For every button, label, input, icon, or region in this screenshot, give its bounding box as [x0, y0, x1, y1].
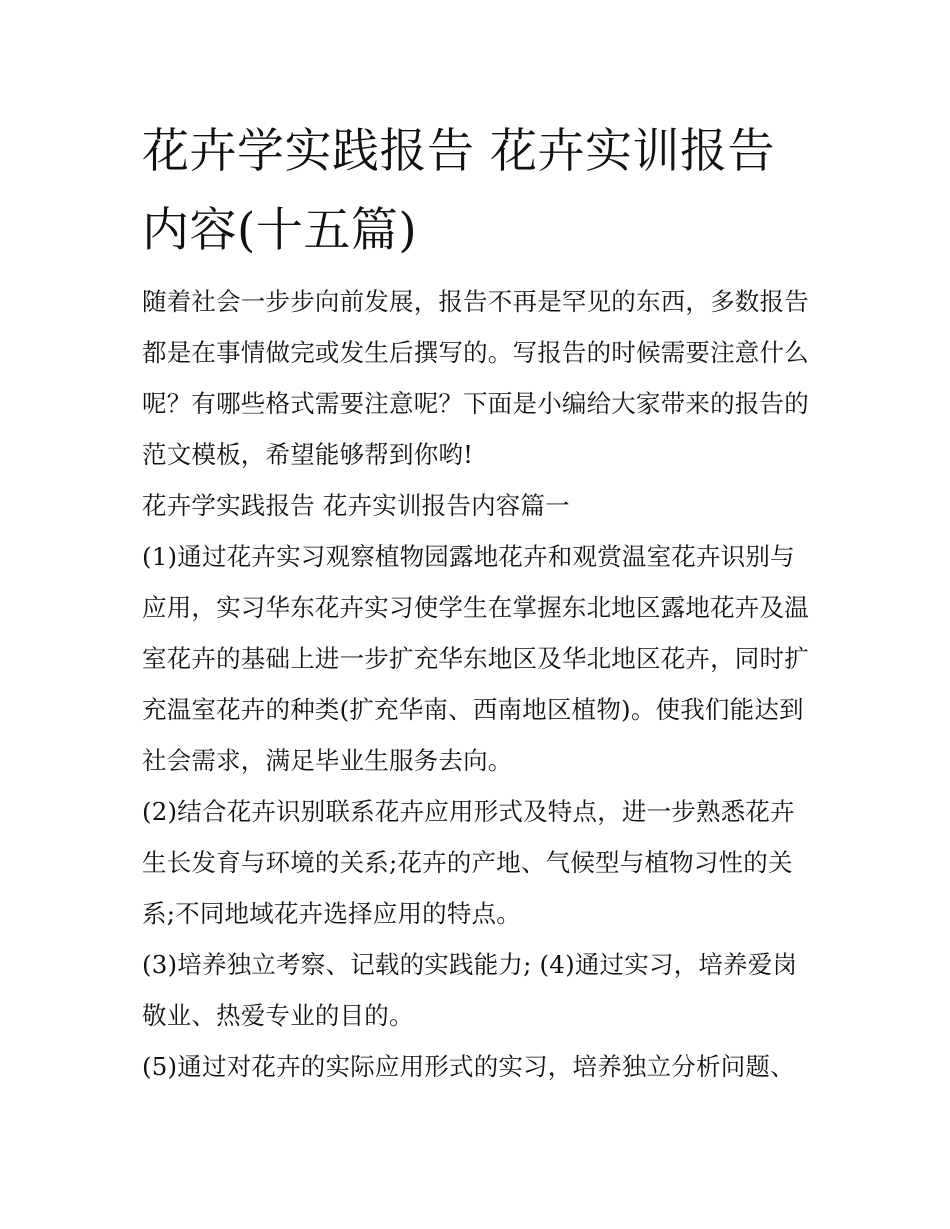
body-paragraph: (1)通过花卉实习观察植物园露地花卉和观赏温室花卉识别与应用，实习华东花卉实习使学生在掌握东北地区露地花卉及温室花卉的基础上进一步扩充华东地区及华北地区花卉，同时扩充温室花卉的种类(扩充华南、西南地区植物)。使我们能达到社会需求，满足毕业生服务去向。 [142, 542, 809, 775]
document-title: 花卉学实践报告 花卉实训报告内容(十五篇) [142, 124, 775, 258]
body-paragraph: (5)通过对花卉的实际应用形式的实习，培养独立分析问题、 [142, 1052, 795, 1081]
document-page [142, 112, 812, 1092]
intro-paragraph: 随着社会一步步向前发展，报告不再是罕见的东西，多数报告都是在事情做完或发生后撰写的。写报告的时候需要注意什么呢？有哪些格式需要注意呢？下面是小编给大家带来的报告的范文模板，希望能够帮到你哟! [142, 287, 809, 469]
document-body [142, 276, 812, 1092]
body-paragraph: (2)结合花卉识别联系花卉应用形式及特点，进一步熟悉花卉生长发育与环境的关系;花卉的产地、气候型与植物习性的关系;不同地域花卉选择应用的特点。 [142, 797, 795, 928]
body-paragraph: (3)培养独立考察、记载的实践能力; (4)通过实习，培养爱岗敬业、热爱专业的目的。 [142, 950, 798, 1030]
section-heading: 花卉学实践报告 花卉实训报告内容篇一 [142, 491, 570, 520]
